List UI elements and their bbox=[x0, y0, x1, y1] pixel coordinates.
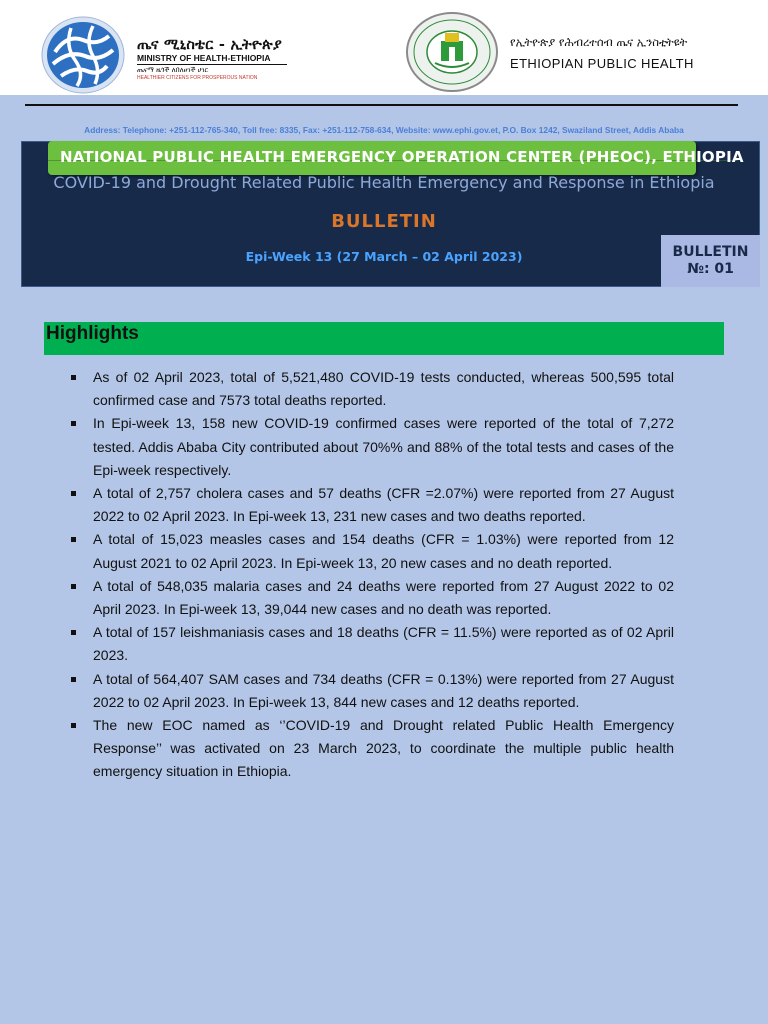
header-divider bbox=[25, 104, 738, 106]
highlight-item: A total of 2,757 cholera cases and 57 deaths (CFR =2.07%) were reported from 27 August 2022 to 02 April 2023. In Epi-week 13, 231 new cases and two deaths reported. bbox=[93, 482, 674, 528]
ephi-name-amharic: የኢትዮጵያ የሕብረተሰብ ጤና ኢንስቲትዩት bbox=[510, 35, 688, 49]
moh-wordmark bbox=[137, 37, 317, 82]
bulletin-badge-label: BULLETIN bbox=[672, 244, 749, 260]
bulletin-number-badge bbox=[661, 235, 760, 287]
bulletin-badge-number: №: 01 bbox=[687, 261, 734, 277]
bulletin-heading: BULLETIN bbox=[331, 211, 437, 232]
moh-name-amharic: ጤና ሚኒስቴር - ኢትዮጵያ bbox=[137, 37, 283, 53]
ephi-seal bbox=[405, 11, 499, 93]
moh-tagline-english: HEALTHIER CITIZENS FOR PROSPEROUS NATION bbox=[137, 75, 258, 81]
ephi-wordmark bbox=[510, 35, 694, 73]
highlights-list bbox=[93, 366, 674, 784]
pheoc-title: NATIONAL PUBLIC HEALTH EMERGENCY OPERATION CENTER (PHEOC), ETHIOPIA bbox=[60, 148, 744, 166]
moh-tagline-amharic: ጤናማ ዜጎች ለበለፀገች ሀገር bbox=[137, 64, 287, 75]
highlight-item: In Epi-week 13, 158 new COVID-19 confirmed cases were reported of the total of 7,272 tested. Addis Ababa City contributed about 70%% and 88% of the total tests and cases of the Epi-week respectively. bbox=[93, 412, 674, 482]
ephi-name-english: ETHIOPIAN PUBLIC HEALTH bbox=[510, 56, 694, 71]
moh-logo bbox=[41, 16, 125, 94]
highlight-item: A total of 564,407 SAM cases and 734 deaths (CFR = 0.13%) were reported from 27 August 2022 to 02 April 2023. In Epi-week 13, 844 new cases and 12 deaths reported. bbox=[93, 668, 674, 714]
highlight-item: The new EOC named as ‘’COVID-19 and Drought related Public Health Emergency Response’’ was activated on 23 March 2023, to coordinate the multiple public health emergency situation in Ethiopia. bbox=[93, 714, 674, 784]
highlights-header-bar bbox=[44, 322, 724, 355]
highlights-title: Highlights bbox=[46, 323, 139, 344]
contact-address: Address: Telephone: +251-112-765-340, Toll free: 8335, Fax: +251-112-758-634, Website: www.ephi.gov.et, P.O. Box 1242, Swaziland Street, Addis Ababa bbox=[84, 125, 684, 135]
moh-name-english: MINISTRY OF HEALTH-ETHIOPIA bbox=[137, 53, 271, 63]
highlight-item: A total of 15,023 measles cases and 154 deaths (CFR = 1.03%) were reported from 12 August 2021 to 02 April 2023. In Epi-week 13, 20 new cases and no death reported. bbox=[93, 528, 674, 574]
highlight-item: A total of 548,035 malaria cases and 24 deaths were reported from 27 August 2022 to 02 April 2023. In Epi-week 13, 39,044 new cases and no death was reported. bbox=[93, 575, 674, 621]
epi-week-range: Epi-Week 13 (27 March – 02 April 2023) bbox=[245, 249, 523, 264]
highlight-item: A total of 157 leishmaniasis cases and 18 deaths (CFR = 11.5%) were reported as of 02 April 2023. bbox=[93, 621, 674, 667]
highlight-item: As of 02 April 2023, total of 5,521,480 COVID-19 tests conducted, whereas 500,595 total confirmed case and 7573 total deaths reported. bbox=[93, 366, 674, 412]
bulletin-subtitle: COVID-19 and Drought Related Public Health Emergency and Response in Ethiopia bbox=[53, 173, 715, 192]
